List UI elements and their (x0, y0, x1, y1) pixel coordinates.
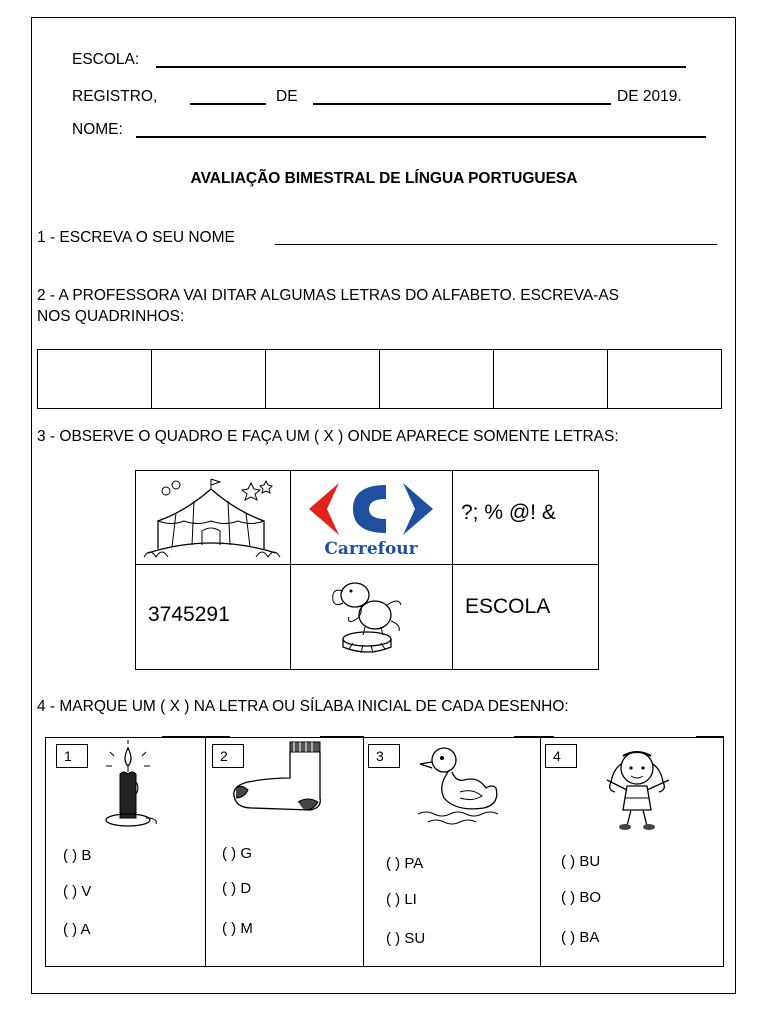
q4-item-2 (206, 738, 364, 966)
option[interactable]: ( ) V (63, 883, 92, 900)
q1-name-line[interactable] (275, 244, 717, 245)
registry-day-line[interactable] (190, 103, 266, 105)
registry-label: REGISTRO, (72, 88, 158, 105)
registry-month-line[interactable] (313, 103, 611, 105)
candle-icon (98, 738, 178, 830)
symbols-cell[interactable] (453, 471, 599, 565)
option[interactable]: ( ) B (63, 847, 92, 864)
elephant-cell[interactable] (291, 565, 453, 669)
de-label: DE (276, 88, 298, 105)
option[interactable]: ( ) A (63, 921, 91, 938)
option[interactable]: ( ) SU (386, 930, 426, 947)
option[interactable]: ( ) LI (386, 891, 417, 908)
item-number: 1 (56, 744, 88, 768)
numbers-text: 3745291 (148, 603, 230, 626)
letter-box[interactable] (266, 350, 380, 408)
school-label: ESCOLA: (72, 51, 140, 68)
symbols-text: ?; % @! & (461, 501, 556, 524)
option[interactable]: ( ) M (222, 920, 253, 937)
doll-icon (589, 740, 689, 832)
option[interactable]: ( ) D (222, 880, 252, 897)
letter-box[interactable] (608, 350, 721, 408)
q4-text: 4 - MARQUE UM ( X ) NA LETRA OU SÍLABA INICIAL DE CADA DESENHO: (37, 698, 569, 715)
elephant-icon (291, 565, 451, 667)
word-cell[interactable] (453, 565, 599, 669)
q3-text: 3 - OBSERVE O QUADRO E FAÇA UM ( X ) ONDE APARECE SOMENTE LETRAS: (37, 428, 619, 445)
letter-box[interactable] (494, 350, 608, 408)
duck-icon (408, 740, 508, 832)
circus-tent-icon (136, 471, 286, 561)
option[interactable]: ( ) G (222, 845, 252, 862)
q4-item-3 (364, 738, 541, 966)
numbers-cell[interactable] (136, 565, 291, 669)
letter-box[interactable] (38, 350, 152, 408)
q2-text-line2: NOS QUADRINHOS: (37, 308, 185, 325)
item-number: 4 (545, 744, 577, 768)
q4-box (45, 737, 724, 967)
year-label: DE 2019. (617, 88, 682, 105)
item-number: 2 (212, 744, 244, 768)
name-label: NOME: (72, 121, 123, 138)
q4-item-1 (46, 738, 206, 966)
school-line[interactable] (156, 66, 686, 68)
letter-box[interactable] (380, 350, 494, 408)
carrefour-logo-text: Carrefour (324, 539, 418, 559)
word-text: ESCOLA (465, 595, 551, 618)
option[interactable]: ( ) BA (561, 929, 600, 946)
page-title: AVALIAÇÃO BIMESTRAL DE LÍNGUA PORTUGUESA (190, 170, 578, 187)
name-line[interactable] (136, 136, 706, 138)
item-number: 3 (368, 744, 400, 768)
option[interactable]: ( ) BU (561, 853, 601, 870)
letter-box[interactable] (152, 350, 266, 408)
q3-table (135, 470, 599, 670)
sock-icon (228, 738, 328, 818)
letter-boxes (37, 349, 722, 409)
option[interactable]: ( ) BO (561, 889, 601, 906)
q2-text-line1: 2 - A PROFESSORA VAI DITAR ALGUMAS LETRAS DO ALFABETO. ESCREVA-AS (37, 287, 619, 304)
logo-cell[interactable] (291, 471, 453, 565)
circus-cell[interactable] (136, 471, 291, 565)
q4-item-4 (541, 738, 723, 966)
option[interactable]: ( ) PA (386, 855, 424, 872)
q1-text: 1 - ESCREVA O SEU NOME (37, 229, 235, 246)
